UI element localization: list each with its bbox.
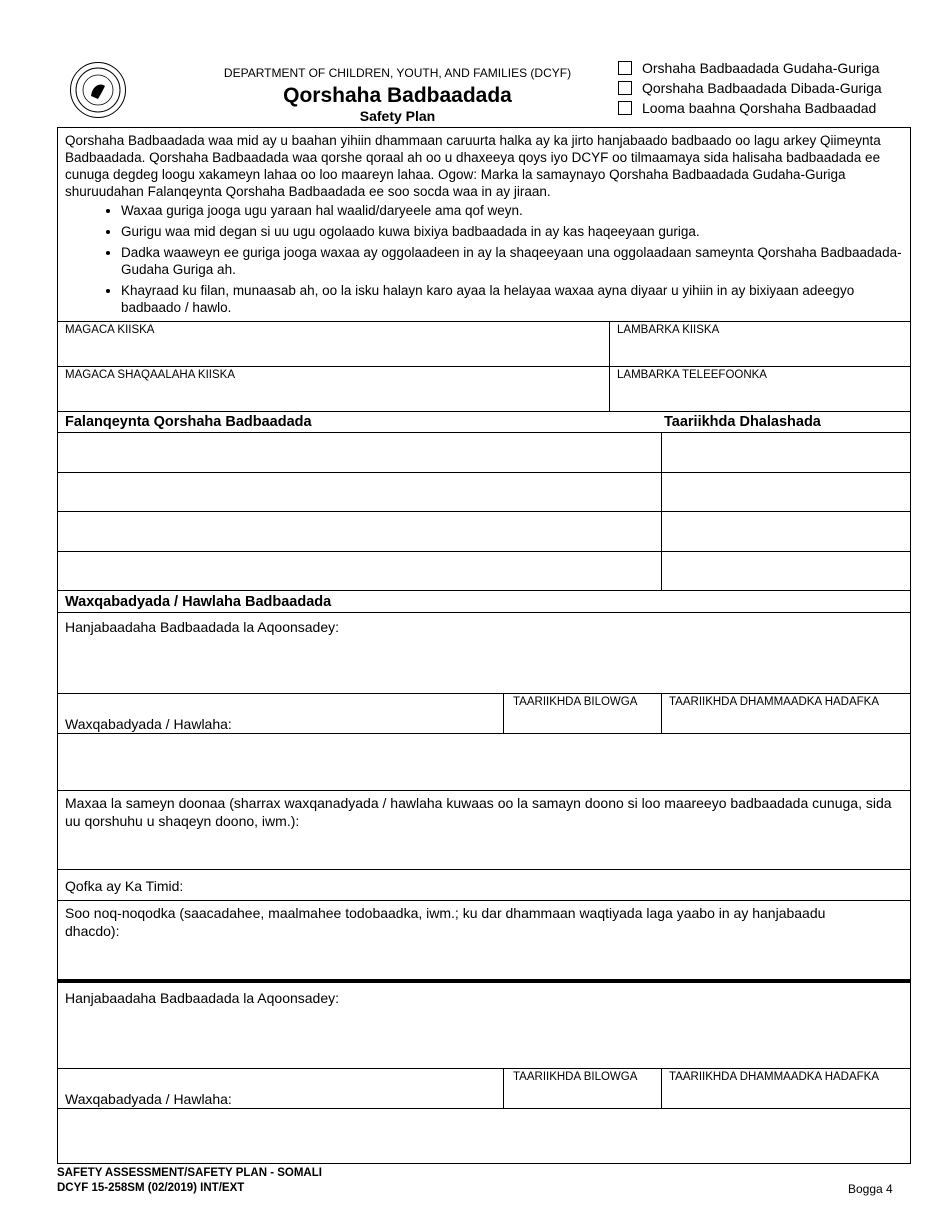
phone-number-field[interactable]: LAMBARKA TELEEFOONKA <box>617 369 767 381</box>
table-row[interactable] <box>58 511 910 512</box>
end-date-field-1[interactable]: TAARIIKHDA DHAMMAADKA HADAFKA <box>669 696 880 708</box>
form-frame <box>57 127 911 1164</box>
table-row[interactable] <box>58 551 910 552</box>
checkbox-box[interactable] <box>618 61 632 75</box>
page-subtitle: Safety Plan <box>359 108 436 124</box>
state-seal-icon <box>70 62 126 118</box>
end-date-field-2[interactable]: TAARIIKHDA DHAMMAADKA HADAFKA <box>669 1071 880 1083</box>
checkbox-box[interactable] <box>618 81 632 95</box>
activity-field-2[interactable]: Waxqabadyada / Hawlaha: <box>65 1091 232 1107</box>
page-number: Bogga 4 <box>848 1182 893 1196</box>
list-item: • Gurigu waa mid degan si uu ugu ogolaado kuwa bixiya badbaadada in ay kas haqeeyaan guriga. <box>121 223 903 240</box>
checkbox-box[interactable] <box>618 101 632 115</box>
page-title: Qorshaha Badbaadada <box>283 84 512 107</box>
worker-name-field[interactable]: MAGACA SHAQAALAHA KIISKA <box>65 369 236 381</box>
footer-form-number: DCYF 15-258SM (02/2019) INT/EXT <box>57 1182 245 1194</box>
list-item: • Dadka waaweyn ee guriga jooga waxaa ay oggolaadeen in ay la shaqeeyaan una oggolaadaan sameynta Qorshaha Badbaadada-Gudaha Guriga ah. <box>121 244 903 278</box>
checkbox-not-needed[interactable] <box>618 100 876 116</box>
department-name: DEPARTMENT OF CHILDREN, YOUTH, AND FAMILIES (DCYF) <box>223 66 572 80</box>
list-item: • Waxaa guriga jooga ugu yaraan hal waalid/daryeele ama qof weyn. <box>121 202 903 219</box>
what-will-be-done-field[interactable]: Maxaa la sameyn doonaa (sharrax waxqanadyada / hawlaha kuwaas oo la samayn doono si loo maareeyo badbaadada cunuga, sida uu qorshuhu u shaqeyn doono, iwm.): <box>65 795 892 829</box>
footer-form-title: SAFETY ASSESSMENT/SAFETY PLAN - SOMALI <box>57 1167 322 1179</box>
requirements-list <box>65 202 903 316</box>
activities-header: Waxqabadyada / Hawlaha Badbaadada <box>65 594 332 610</box>
child-name-field[interactable]: MAGACA KIISKA <box>65 324 155 336</box>
threats-field-2[interactable]: Hanjabaadaha Badbaadada la Aqoonsadey: <box>65 990 340 1006</box>
checkbox-label: Looma baahna Qorshaha Badbaadad <box>642 100 877 116</box>
intro-paragraph: Qorshaha Badbaadada waa mid ay u baahan yihiin dhammaan caruurta halka ay ka jirto hanjabaado badbaado oo lagu arkey Qiimeynta Badbaadada. Qorshaha Badbaadada waa qorshe qoraal ah oo u dhaxeeya qoys iyo DCYF oo tilmaamaya sida halisaha badbaadada ee cunuga degdeg loogu xakameyn lahaa oo loo maareyn lahaa. Ogow: Marka la samaynayo Qorshaha Badbaadada Gudaha-Guriga shuruudahan Falanqeynta Qorshaha Badbaadada ee soo socda waa in ay jiraan. <box>65 133 881 199</box>
checkbox-out-of-home[interactable] <box>618 80 882 96</box>
checkbox-label: Orshaha Badbaadada Gudaha-Guriga <box>642 60 880 76</box>
start-date-field-2[interactable]: TAARIIKHDA BILOWGA <box>513 1071 638 1083</box>
table-row[interactable] <box>58 472 910 473</box>
case-number-field[interactable]: LAMBARKA KIISKA <box>617 324 720 336</box>
threats-field-1[interactable]: Hanjabaadaha Badbaadada la Aqoonsadey: <box>65 619 340 635</box>
responsible-person-field[interactable]: Qofka ay Ka Timid: <box>65 878 184 894</box>
start-date-field-1[interactable]: TAARIIKHDA BILOWGA <box>513 696 638 708</box>
activity-field-1[interactable]: Waxqabadyada / Hawlaha: <box>65 716 232 732</box>
checkbox-in-home[interactable] <box>618 60 879 76</box>
frequency-field[interactable]: Soo noq-noqodka (saacadahee, maalmahee todobaadka, iwm.; ku dar dhammaan waqtiyada laga yaabo in ay hanjabaadu dhacdo): <box>65 905 826 939</box>
birth-date-header: Taariikhda Dhalashada <box>664 414 821 430</box>
checkbox-label: Qorshaha Badbaadada Dibada-Guriga <box>642 80 882 96</box>
list-item: • Khayraad ku filan, munaasab ah, oo la isku halayn karo ayaa la helayaa waxaa ayna diyaar u yihiin in ay bixiyaan adeegyo badbaado / hawlo. <box>121 282 903 316</box>
analysis-header: Falanqeynta Qorshaha Badbaadada <box>65 414 312 430</box>
intro-section <box>65 132 903 320</box>
